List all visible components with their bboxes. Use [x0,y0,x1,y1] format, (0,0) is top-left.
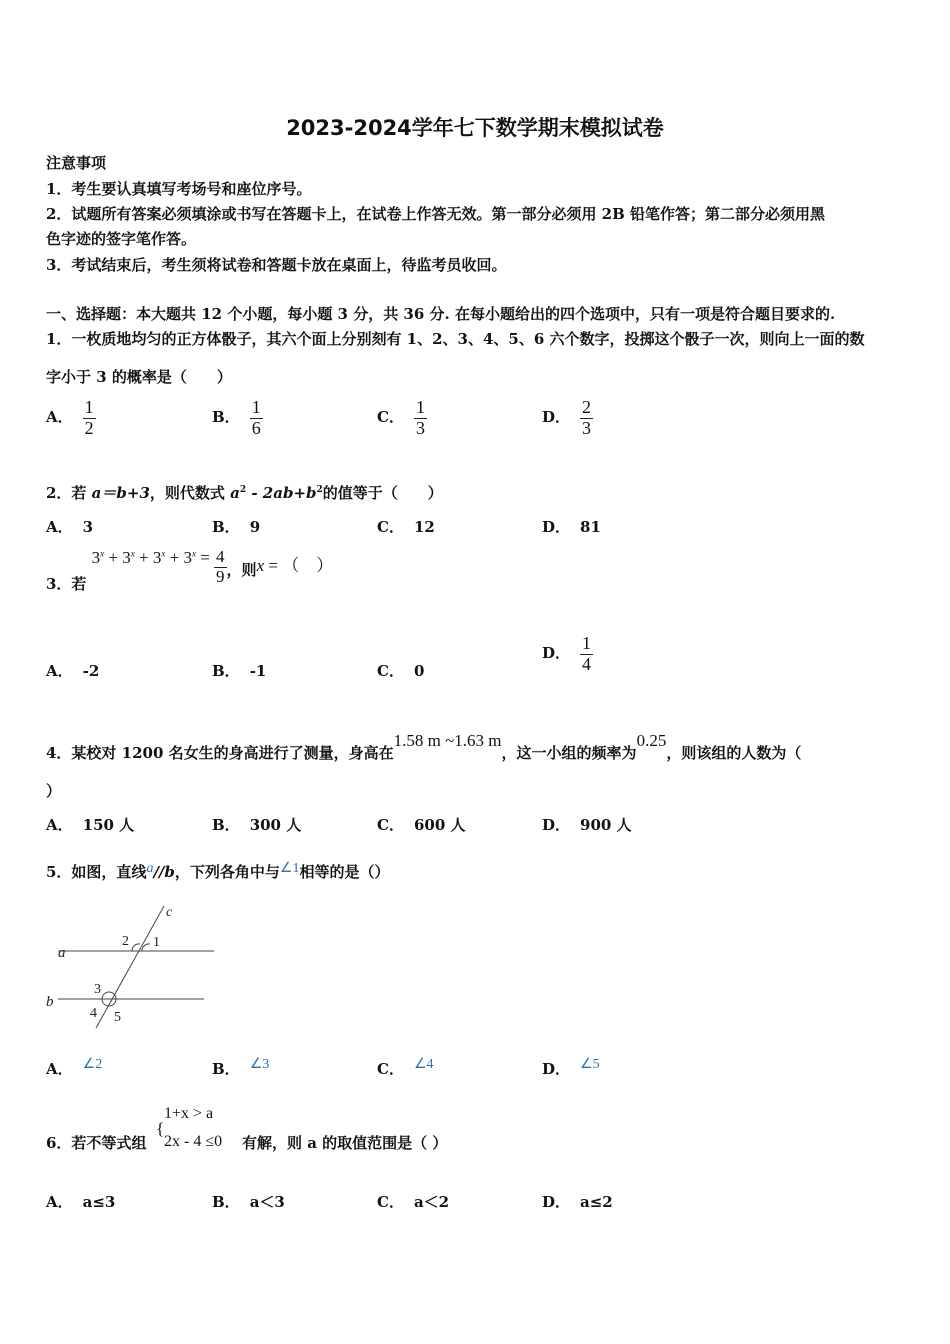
fraction: $\frac{1}{6}$ [251,397,261,438]
option-label: C． [377,408,404,427]
q2-option-c[interactable]: C． 12 [377,518,435,536]
q5-option-d[interactable]: D． ∠5 [542,1057,600,1078]
label-a: a [58,945,66,961]
question-3: 3．若 3$^x$ + 3$^x$ + 3$^x$ + 3$^x$ = $\frac{4}{9}$ ，则x = （ ） [46,547,334,594]
angle-label-5: 5 [114,1010,121,1025]
q2-option-a[interactable]: A． 3 [46,518,94,536]
question-6-prefix: 6．若不等式组 [46,1134,147,1152]
parallel-lines-figure [44,900,224,1030]
q3-option-b[interactable]: B． -1 [212,662,267,680]
q4-option-a[interactable]: A． 150 人 [46,816,135,834]
q1-option-a[interactable] [46,398,96,439]
page-title: 2023-2024学年七下数学期末模拟试卷 [286,116,664,140]
question-4-close: ） [46,782,62,800]
notice-item: 2．试题所有答案必须填涂或书写在答题卡上，在试卷上作答无效。第一部分必须用 2B 铅笔作答；第二部分必须用黑 [46,205,826,223]
q6-option-a[interactable]: A． a≤3 [46,1193,116,1211]
q1-option-b[interactable] [212,398,263,439]
label-b: b [46,994,54,1010]
question-1-line-1: 1．一枚质地均匀的正方体骰子，其六个面上分别刻有 1、2、3、4、5、6 六个数字，投掷这个骰子一次，则向上一面的数 [46,330,865,348]
q5-option-b[interactable]: B． ∠3 [212,1057,270,1078]
section-heading: 一、选择题：本大题共 12 个小题，每小题 3 分，共 36 分. 在每小题给出的四个选项中，只有一项是符合题目要求的. [46,305,836,323]
q4-option-d[interactable]: D． 900 人 [542,816,632,834]
q4-option-b[interactable]: B． 300 人 [212,816,302,834]
angle-label-1: 1 [153,935,160,950]
equation-lhs: 3$^x$ + 3$^x$ + 3$^x$ + 3$^x$ = [91,548,210,568]
notice-item: 1．考生要认真填写考场号和座位序号。 [46,180,312,198]
inequality-2: 2x - 4 ≤0 [164,1133,223,1150]
question-1-line-2: 字小于 3 的概率是（ ） [46,368,232,386]
label-c: c [166,905,173,920]
inequality-1: 1+x > a [164,1105,214,1122]
q5-option-a[interactable]: A． ∠2 [46,1057,103,1078]
option-label: D． [542,408,571,427]
q6-option-d[interactable]: D． a≤2 [542,1193,613,1211]
question-6-suffix: 有解，则 a 的取值范围是（ ） [242,1134,448,1152]
angle-label-2: 2 [122,934,129,949]
angle-2-arc [132,944,140,951]
fraction: $\frac{4}{9}$ [216,547,225,586]
q3-option-c[interactable]: C． 0 [377,662,425,680]
option-label: A． [46,408,73,427]
line-c [96,906,164,1028]
notice-item: 3．考试结束后，考生须将试卷和答题卡放在桌面上，待监考员收回。 [46,256,507,274]
q6-option-b[interactable]: B． a＜3 [212,1193,285,1211]
question-4: 4．某校对 1200 名女生的身高进行了测量，身高在1.58 m ~1.63 m，这一小组的频率为0.25，则该组的人数为（ [46,731,802,762]
fraction: $\frac{1}{2}$ [84,397,94,438]
q5-option-c[interactable]: C． ∠4 [377,1057,434,1078]
fraction: $\frac{1}{3}$ [415,397,425,438]
q3-option-a[interactable]: A． -2 [46,662,100,680]
notice-heading: 注意事项 [46,154,107,172]
q2-option-b[interactable]: B． 9 [212,518,261,536]
q1-option-d[interactable] [542,398,593,439]
fraction: $\frac{1}{4}$ [582,633,592,674]
q3-option-d[interactable]: D． $\frac{1}{4}$ [542,633,592,674]
fraction: $\frac{2}{3}$ [582,397,592,438]
q4-option-c[interactable]: C． 600 人 [377,816,466,834]
question-2: 2．若 a＝b+3，则代数式 $a^2 - 2ab+b^2$的值等于（ ） [46,484,443,502]
q1-option-c[interactable] [377,398,427,439]
angle-label-3: 3 [94,982,101,997]
q6-option-c[interactable]: C． a＜2 [377,1193,450,1211]
notice-item: 色字迹的签字笔作答。 [46,230,197,248]
brace: { [156,1119,165,1138]
question-5: 5．如图，直线a//b，下列各角中与∠1相等的是（） [46,861,390,881]
angle-label-4: 4 [90,1006,97,1021]
angle-1-arc [142,944,150,951]
option-label: B． [212,408,240,427]
q2-option-d[interactable]: D． 81 [542,518,601,536]
